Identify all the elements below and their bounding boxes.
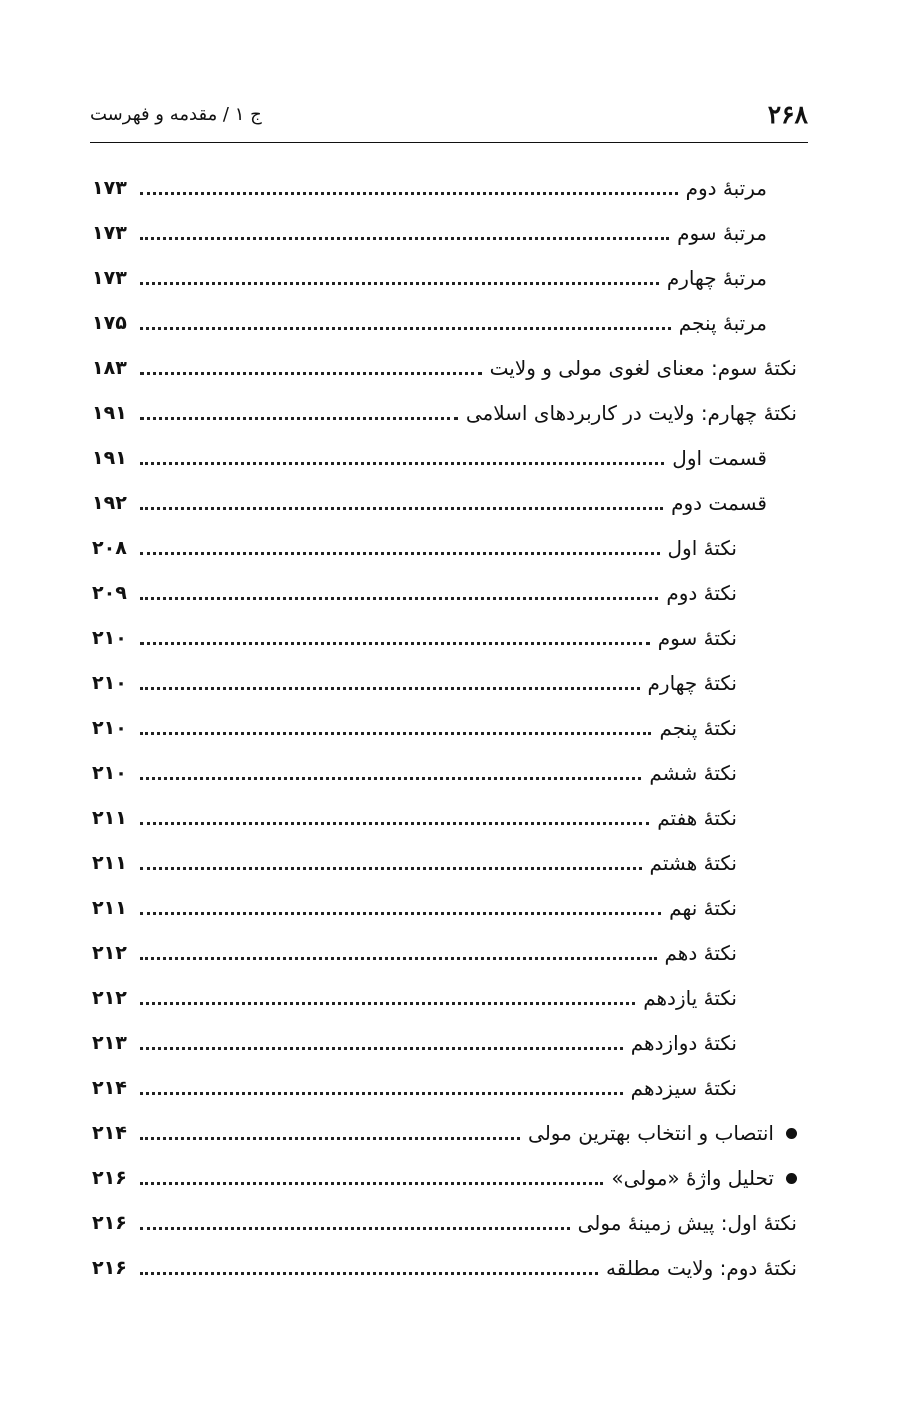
toc-entry-page-number: ۲۱۰ — [92, 672, 127, 694]
toc-entry — [92, 931, 797, 976]
page-number: ۲۶۸ — [767, 100, 808, 129]
toc-entry-page-number: ۲۱۱ — [92, 807, 127, 829]
table-of-contents — [92, 166, 797, 1291]
toc-entry-label: مرتبۀ پنجم — [678, 311, 767, 335]
toc-entry-page-number: ۲۱۰ — [92, 627, 127, 649]
dot-leader — [140, 777, 641, 780]
dot-leader — [140, 417, 458, 420]
toc-entry-label: قسمت دوم — [671, 491, 767, 515]
dot-leader — [140, 237, 669, 240]
toc-entry — [92, 1201, 797, 1246]
toc-entry-label: نکتۀ ششم — [649, 761, 737, 785]
toc-entry — [92, 1066, 797, 1111]
dot-leader — [140, 1002, 635, 1005]
toc-entry-page-number: ۲۱۴ — [92, 1122, 127, 1144]
toc-entry-label: نکتۀ دوم — [666, 581, 737, 605]
toc-entry-page-number: ۲۱۰ — [92, 762, 127, 784]
toc-entry-label: مرتبۀ دوم — [685, 176, 767, 200]
page-header — [90, 98, 808, 138]
toc-entry-page-number: ۱۷۳ — [92, 177, 127, 199]
dot-leader — [140, 1182, 603, 1185]
toc-entry-label: انتصاب و انتخاب بهترین مولی — [528, 1121, 774, 1145]
toc-entry-page-number: ۱۹۲ — [92, 492, 127, 514]
toc-entry-label: نکتۀ دهم — [664, 941, 737, 965]
toc-entry-label: نکتۀ نهم — [669, 896, 737, 920]
toc-entry-page-number: ۱۹۱ — [92, 402, 127, 424]
toc-entry — [92, 1246, 797, 1291]
dot-leader — [140, 192, 678, 195]
toc-entry — [92, 616, 797, 661]
toc-entry-label: تحلیل واژۀ «مولی» — [611, 1166, 774, 1190]
toc-entry — [92, 571, 797, 616]
toc-entry-label: نکتۀ پنجم — [659, 716, 737, 740]
toc-entry — [92, 841, 797, 886]
toc-entry-label: نکتۀ چهارم — [647, 671, 737, 695]
toc-entry — [92, 886, 797, 931]
toc-entry-label: قسمت اول — [672, 446, 767, 470]
toc-entry — [92, 1021, 797, 1066]
dot-leader — [140, 867, 642, 870]
bullet-icon — [786, 1128, 797, 1139]
dot-leader — [140, 912, 661, 915]
toc-entry — [92, 436, 797, 481]
dot-leader — [140, 372, 482, 375]
dot-leader — [140, 957, 657, 960]
dot-leader — [140, 687, 640, 690]
toc-entry-label: نکتۀ چهارم: ولایت در کاربردهای اسلامی — [465, 401, 797, 425]
toc-entry-page-number: ۱۷۵ — [92, 312, 127, 334]
toc-entry — [92, 256, 797, 301]
dot-leader — [140, 1272, 598, 1275]
toc-entry — [92, 211, 797, 256]
toc-entry-page-number: ۱۸۳ — [92, 357, 127, 379]
toc-entry-page-number: ۲۱۳ — [92, 1032, 127, 1054]
dot-leader — [140, 327, 671, 330]
toc-entry-page-number: ۲۱۴ — [92, 1077, 127, 1099]
toc-entry — [92, 751, 797, 796]
dot-leader — [140, 1092, 623, 1095]
toc-entry — [92, 1156, 797, 1201]
running-title: ج ۱ / مقدمه و فهرست — [90, 104, 262, 125]
toc-entry — [92, 796, 797, 841]
toc-entry — [92, 481, 797, 526]
toc-entry-page-number: ۲۱۲ — [92, 942, 127, 964]
toc-entry-page-number: ۲۰۹ — [92, 582, 127, 604]
toc-entry — [92, 301, 797, 346]
toc-entry-page-number: ۱۹۱ — [92, 447, 127, 469]
toc-entry — [92, 706, 797, 751]
dot-leader — [140, 1047, 623, 1050]
toc-entry-page-number: ۱۷۳ — [92, 222, 127, 244]
toc-entry-label: نکتۀ دوم: ولایت مطلقه — [606, 1256, 797, 1280]
toc-entry-label: مرتبۀ چهارم — [666, 266, 767, 290]
toc-entry — [92, 976, 797, 1021]
toc-entry-label: نکتۀ سیزدهم — [630, 1076, 737, 1100]
toc-entry — [92, 166, 797, 211]
dot-leader — [140, 1227, 570, 1230]
toc-entry — [92, 526, 797, 571]
dot-leader — [140, 642, 650, 645]
dot-leader — [140, 1137, 520, 1140]
toc-entry — [92, 661, 797, 706]
dot-leader — [140, 462, 664, 465]
toc-entry-page-number: ۲۱۰ — [92, 717, 127, 739]
toc-entry-page-number: ۲۱۱ — [92, 852, 127, 874]
toc-entry-label: نکتۀ یازدهم — [643, 986, 737, 1010]
toc-entry-page-number: ۱۷۳ — [92, 267, 127, 289]
toc-entry-label: نکتۀ اول: پیش زمینۀ مولی — [577, 1211, 797, 1235]
toc-entry-page-number: ۲۱۶ — [92, 1212, 127, 1234]
toc-entry-page-number: ۲۱۶ — [92, 1257, 127, 1279]
dot-leader — [140, 822, 649, 825]
toc-entry-label: نکتۀ اول — [667, 536, 737, 560]
toc-entry — [92, 1111, 797, 1156]
toc-entry-label: نکتۀ دوازدهم — [630, 1031, 737, 1055]
toc-entry-label: مرتبۀ سوم — [677, 221, 767, 245]
toc-entry-label: نکتۀ سوم: معنای لغوی مولی و ولایت — [489, 356, 797, 380]
dot-leader — [140, 597, 658, 600]
header-divider — [90, 142, 808, 143]
toc-entry-page-number: ۲۰۸ — [92, 537, 127, 559]
bullet-icon — [786, 1173, 797, 1184]
toc-entry-label: نکتۀ هفتم — [657, 806, 737, 830]
toc-entry — [92, 346, 797, 391]
toc-entry — [92, 391, 797, 436]
dot-leader — [140, 552, 660, 555]
toc-entry-page-number: ۲۱۶ — [92, 1167, 127, 1189]
dot-leader — [140, 732, 651, 735]
toc-entry-page-number: ۲۱۲ — [92, 987, 127, 1009]
toc-entry-label: نکتۀ سوم — [657, 626, 737, 650]
toc-entry-label: نکتۀ هشتم — [649, 851, 737, 875]
dot-leader — [140, 282, 659, 285]
toc-entry-page-number: ۲۱۱ — [92, 897, 127, 919]
dot-leader — [140, 507, 663, 510]
